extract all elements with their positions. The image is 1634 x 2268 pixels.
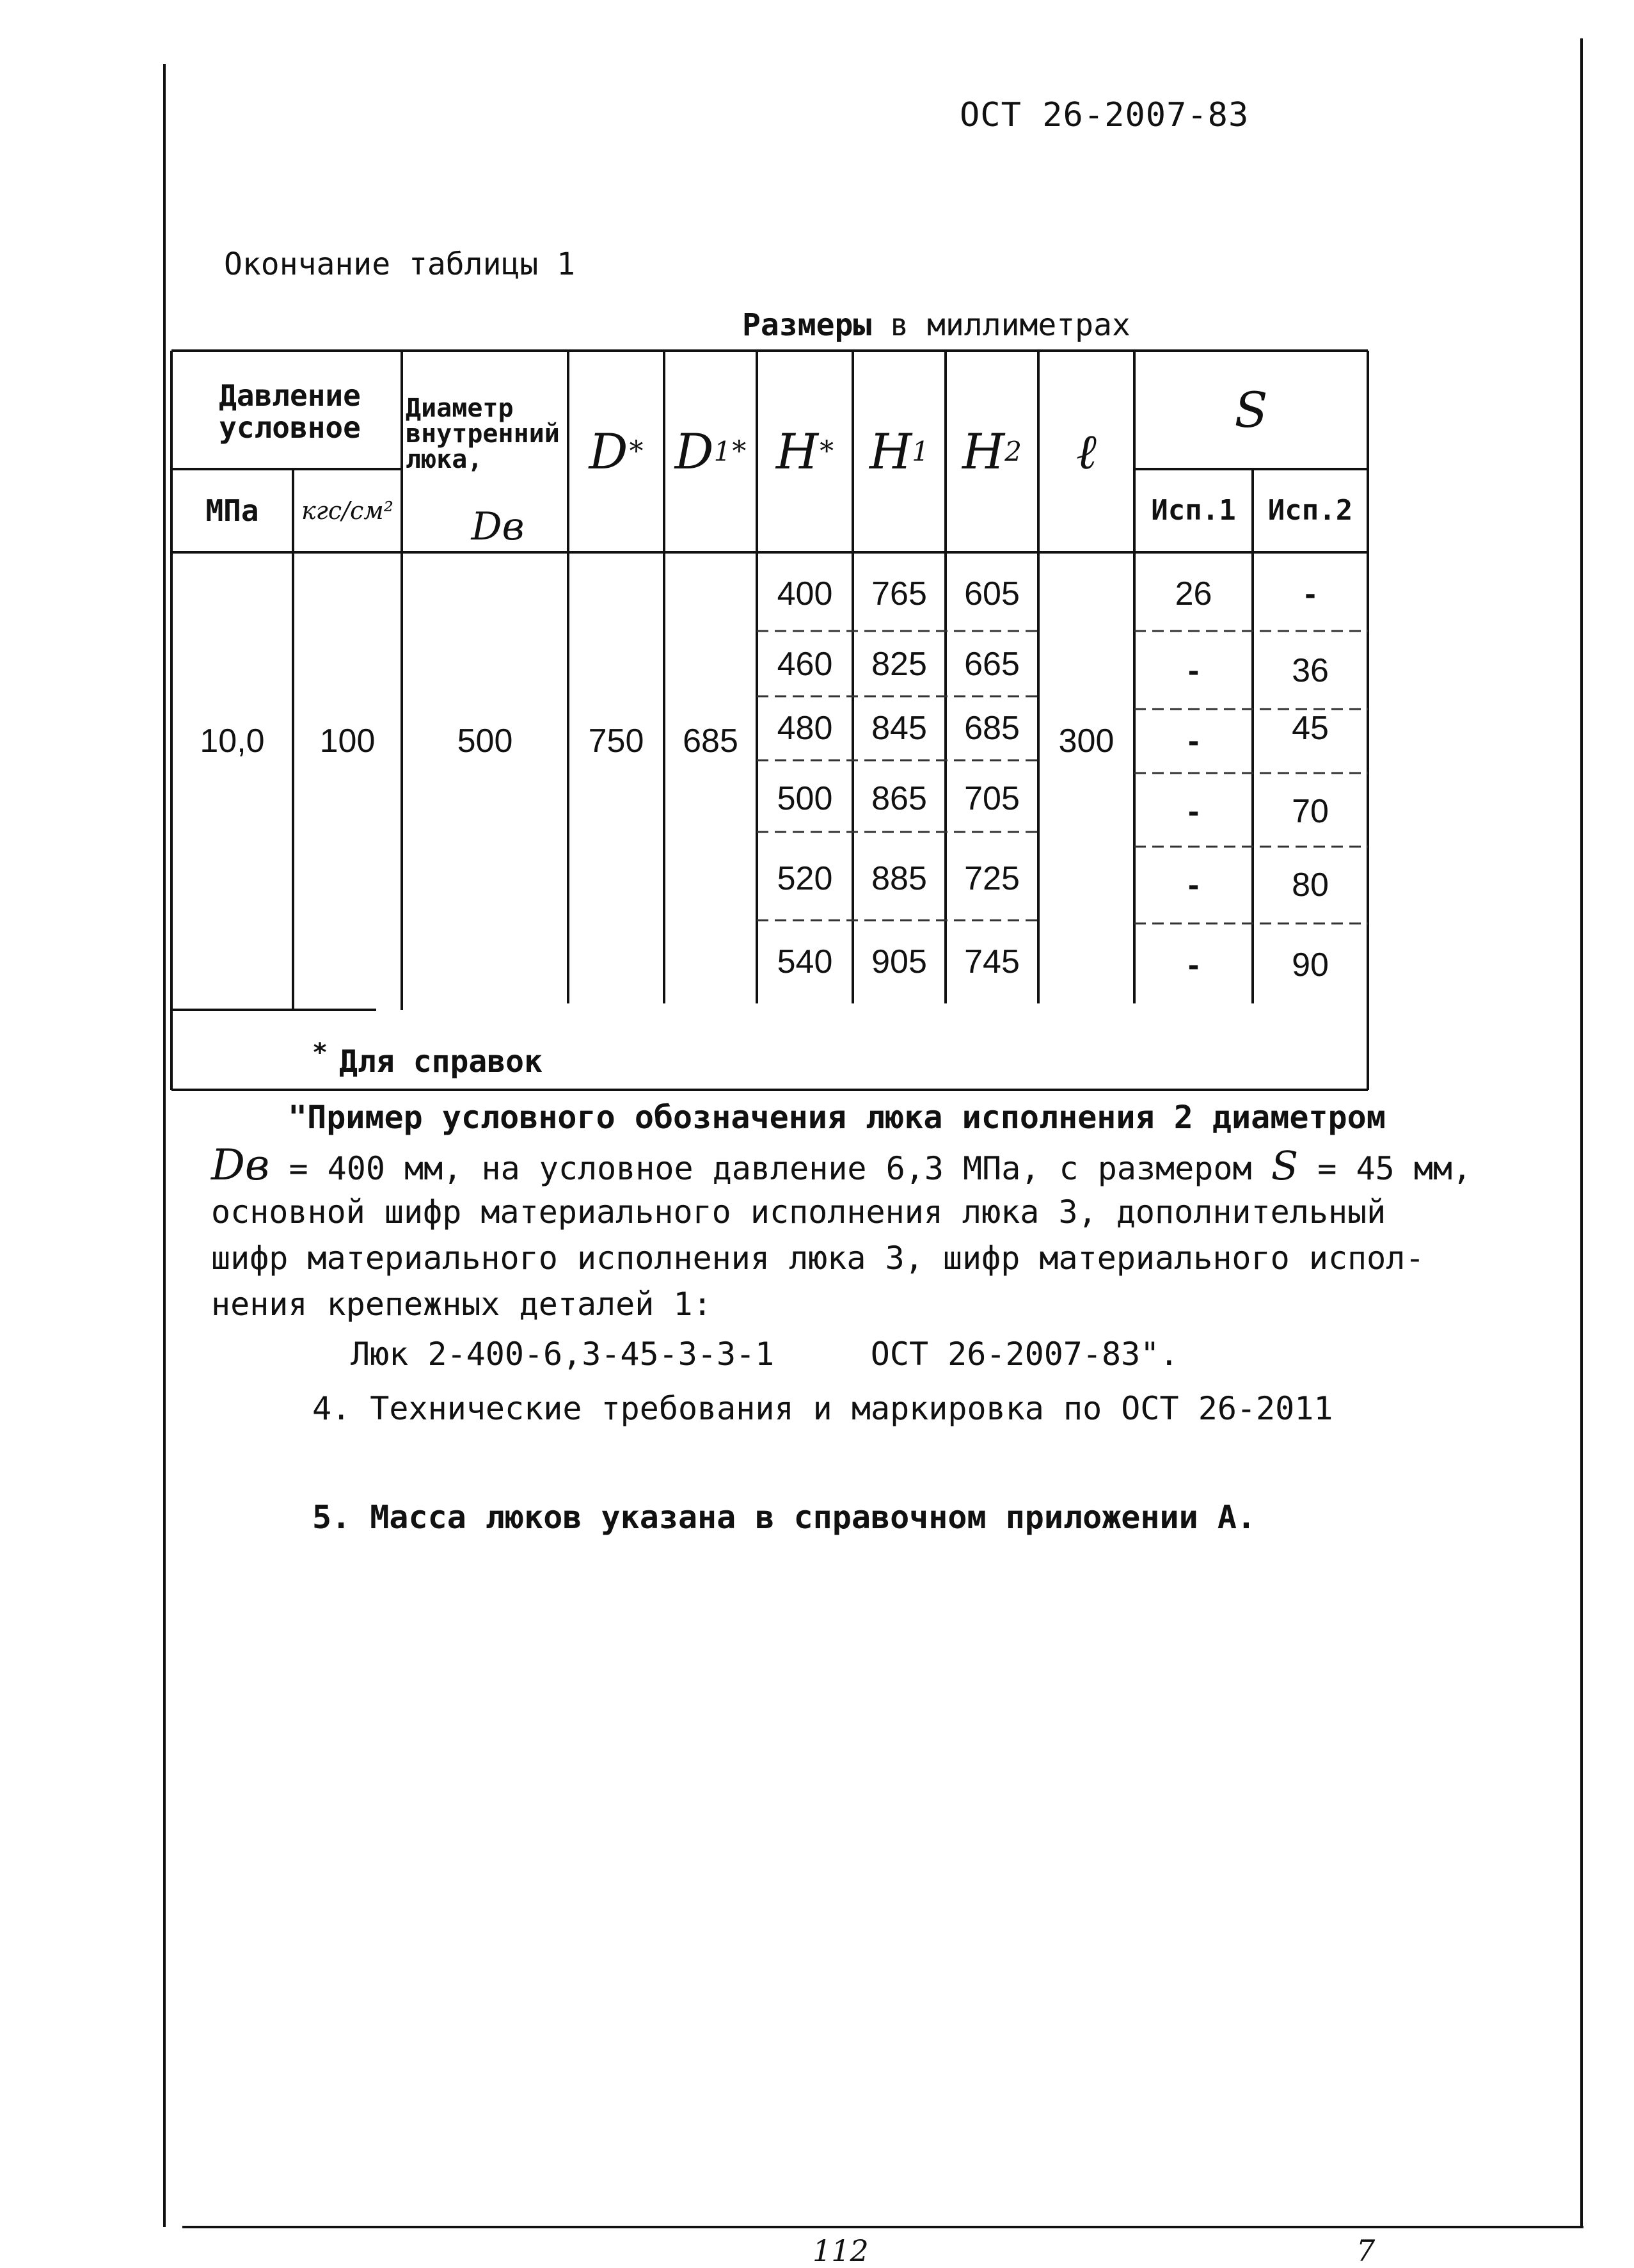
row-2-isp1: - bbox=[1187, 652, 1200, 689]
page-number: 112 bbox=[813, 2233, 869, 2268]
cell-dv: 500 bbox=[457, 723, 513, 760]
header-inner-diameter bbox=[406, 357, 566, 511]
row-1-isp2: - bbox=[1305, 575, 1316, 612]
cell-D1: 685 bbox=[683, 723, 738, 760]
row-2-H2: 665 bbox=[964, 646, 1020, 683]
header-H2 bbox=[946, 351, 1038, 552]
header-dv-symbol: Dв bbox=[471, 504, 525, 549]
header-inner-diameter-label: Диаметр внутренний люка, bbox=[406, 394, 560, 474]
footnote-mark: * bbox=[312, 1038, 328, 1067]
header-D1 bbox=[664, 351, 757, 552]
row-2-H: 460 bbox=[777, 646, 833, 683]
table-caption: Окончание таблицы 1 bbox=[224, 246, 576, 282]
row-5-isp1: - bbox=[1187, 866, 1200, 904]
cell-D: 750 bbox=[588, 723, 644, 760]
row-5-H: 520 bbox=[777, 860, 833, 897]
row-3-H2: 685 bbox=[964, 710, 1020, 747]
header-H-star: * bbox=[820, 435, 834, 468]
row-6-H1: 905 bbox=[871, 943, 927, 980]
row-3-H: 480 bbox=[777, 710, 833, 747]
header-pressure: Давление условное bbox=[219, 378, 361, 445]
units-note bbox=[742, 307, 1130, 343]
row-1-H1: 765 bbox=[871, 575, 927, 612]
footnote-text: Для справок bbox=[339, 1044, 543, 1080]
units-prefix: Размеры bbox=[742, 307, 872, 343]
row-5-H1: 885 bbox=[871, 860, 927, 897]
sheet-number: 7 bbox=[1356, 2233, 1376, 2268]
row-6-isp1: - bbox=[1187, 946, 1200, 984]
example-line-2-text: = 400 мм, на условное давление 6,3 МПа, с размером bbox=[269, 1150, 1271, 1187]
row-3-isp2: 45 bbox=[1292, 710, 1329, 747]
header-mpa: МПа bbox=[205, 493, 259, 528]
header-S: S bbox=[1234, 381, 1268, 438]
row-4-H1: 865 bbox=[871, 780, 927, 817]
row-2-isp2: 36 bbox=[1292, 652, 1329, 689]
header-H-letter: H bbox=[775, 423, 819, 480]
row-2-H1: 825 bbox=[871, 646, 927, 683]
header-H bbox=[757, 351, 853, 552]
document-code: ОСТ 26-2007-83 bbox=[960, 96, 1249, 134]
example-s-symbol: S bbox=[1271, 1142, 1299, 1189]
header-H2-letter: H bbox=[962, 423, 1005, 480]
cell-mpa: 10,0 bbox=[200, 723, 265, 760]
row-5-H2: 725 bbox=[964, 860, 1020, 897]
row-1-H: 400 bbox=[777, 575, 833, 612]
frame-right-line bbox=[1580, 38, 1583, 2227]
example-designation: Люк 2-400-6,3-45-3-3-1 ОСТ 26-2007-83". bbox=[351, 1336, 1179, 1373]
header-H2-sub: 2 bbox=[1004, 436, 1022, 467]
header-kgs-per-cm2: кгс/см² bbox=[301, 497, 393, 525]
units-suffix: в миллиметрах bbox=[871, 307, 1130, 343]
example-line-4: шифр материального исполнения люка 3, шифр материального испол- bbox=[211, 1240, 1425, 1277]
example-line-5: нения крепежных деталей 1: bbox=[211, 1286, 712, 1323]
header-D bbox=[568, 351, 664, 552]
header-H1 bbox=[853, 351, 946, 552]
cell-l: 300 bbox=[1058, 723, 1114, 760]
frame-bottom-line bbox=[182, 2226, 1583, 2228]
header-D1-sub: 1 bbox=[713, 436, 731, 467]
header-D-star: * bbox=[629, 435, 644, 468]
row-4-H2: 705 bbox=[964, 780, 1020, 817]
header-D1-star: * bbox=[732, 435, 747, 468]
row-5-isp2: 80 bbox=[1292, 866, 1329, 904]
item-4: 4. Технические требования и маркировка по ОСТ 26-2011 bbox=[312, 1390, 1333, 1427]
row-6-isp2: 90 bbox=[1292, 946, 1329, 984]
header-isp1: Исп.1 bbox=[1151, 494, 1236, 527]
header-H1-sub: 1 bbox=[912, 436, 929, 467]
item-5: 5. Масса люков указана в справочном приложении А. bbox=[312, 1499, 1257, 1536]
row-6-H2: 745 bbox=[964, 943, 1020, 980]
row-1-isp1: 26 bbox=[1175, 575, 1212, 612]
example-line-1: "Пример условного обозначения люка исполнения 2 диаметром bbox=[288, 1099, 1386, 1136]
frame-left-line bbox=[163, 64, 166, 2227]
header-D1-letter: D bbox=[674, 423, 714, 480]
cell-kgs: 100 bbox=[319, 723, 376, 760]
example-dv-symbol: Dв bbox=[211, 1140, 270, 1190]
header-isp2: Исп.2 bbox=[1267, 494, 1353, 527]
example-line-2-end: = 45 мм, bbox=[1298, 1150, 1472, 1187]
row-3-isp1: - bbox=[1187, 723, 1200, 760]
row-6-H: 540 bbox=[777, 943, 833, 980]
example-line-2 bbox=[211, 1142, 1471, 1192]
row-3-H1: 845 bbox=[871, 710, 927, 747]
row-4-isp2: 70 bbox=[1292, 793, 1329, 830]
table-footnote bbox=[312, 1038, 543, 1080]
header-D-letter: D bbox=[589, 423, 628, 480]
example-line-3: основной шифр материального исполнения люка 3, дополнительный bbox=[211, 1194, 1386, 1231]
row-4-H: 500 bbox=[777, 780, 833, 817]
row-1-H2: 605 bbox=[964, 575, 1020, 612]
header-l: ℓ bbox=[1076, 422, 1097, 480]
row-4-isp1: - bbox=[1187, 793, 1200, 830]
header-H1-letter: H bbox=[869, 423, 912, 480]
